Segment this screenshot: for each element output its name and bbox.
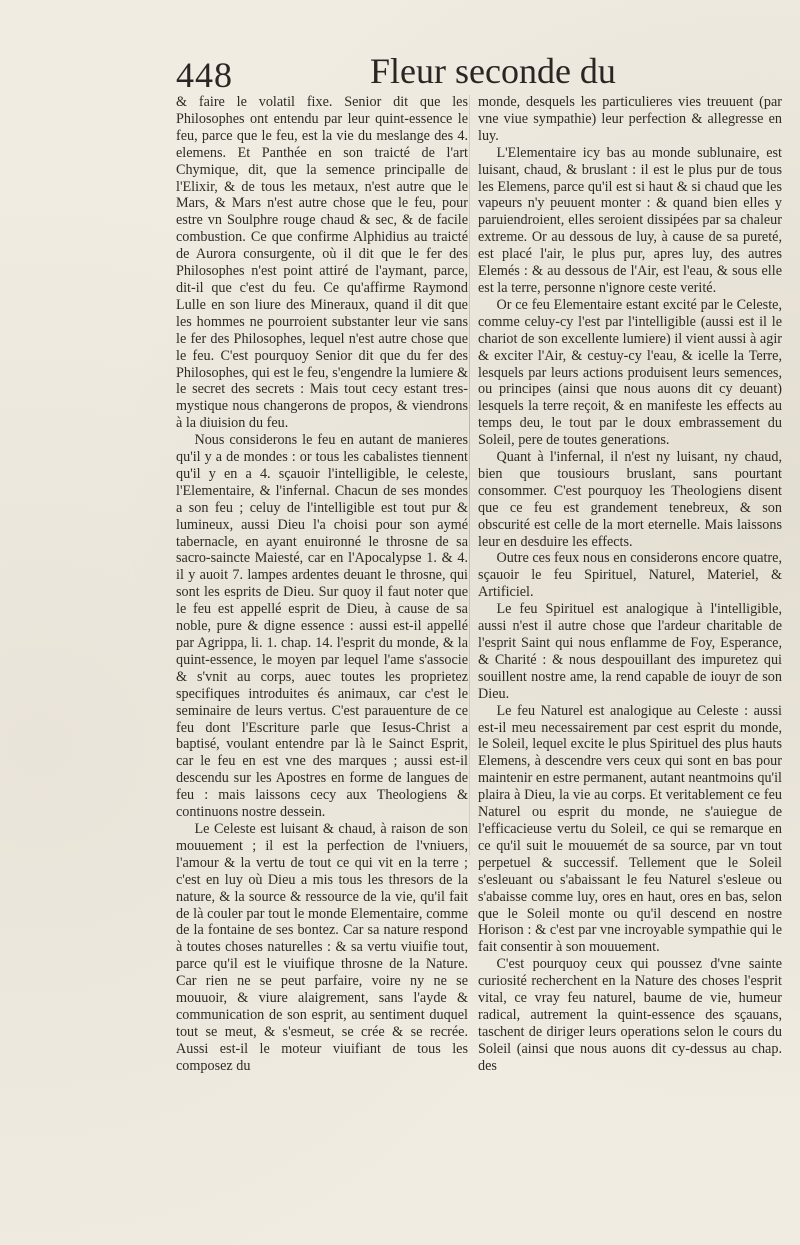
- paragraph: Le feu Spirituel est analogique à l'intelligible, aussi n'est il autre chose que l'ardeur charitable de l'esprit Saint qui nous enflamme de Foy, Esperance, & Charité : & nous despouillant des impuretez qui souillent nostre ame, la rend capable de iouyr de son Dieu.: [478, 601, 782, 702]
- paragraph: L'Elementaire icy bas au monde sublunaire, est luisant, chaud, & bruslant : il est le plus pur de tous les Elemens, parce qu'il est si haut & si chaud que les vapeurs n'y peuuent monter : & quand bien elles y paruiendroient, elles seroient dissipées par sa chaleur extreme. Or au dessous de luy, à cause de sa pureté, est placé l'air, le plus pur, apres luy, des autres Elemés : & au dessous de l'Air, est l'eau, & sous elle est la terre, personne n'ignore ceste verité.: [478, 144, 782, 296]
- paragraph: & faire le volatil fixe. Senior dit que les Philosophes ont entendu par leur quint-essence le feu, parce que le feu, est la vie du meslange des 4. elemens. Et Panthée en son traicté de l'art Chymique, dit, que la semence principalle de l'Elixir, & de tous les metaux, n'est autre que le Mars, & Mars n'est autre chose que le feu, pour estre vn Soulphre rouge chaud & sec, & de facile combustion. Ce que confirme Alphidius au traicté de Aurora consurgente, où il dit que le fer des Philosophes n'est point attiré de l'aymant, parce, dit-il que c'est du feu. Ce qu'affirme Raymond Lulle en son liure des Mineraux, quand il dit que les hommes ne pourroient substanter leur vie sans le fer des Philosophes, lequel n'est autre chose que le feu. C'est pourquoy Senior dit que du fer des Philosophes, qui est le feu, s'engendre la lumiere & le secret des secrets : Mais tout cecy estant tres-mystique nous changerons de propos, & viendrons à la diuision du feu.: [176, 94, 468, 432]
- paragraph: Nous considerons le feu en autant de manieres qu'il y a de mondes : or tous les cabalistes tiennent qu'il y en a 4. sçauoir l'intelligible, le celeste, l'Elementaire, & l'infernal. Chacun de ses mondes a son feu ; celuy de l'intelligible est tout pur & lumineux, aussi Dieu l'a choisi pour son aymé tabernacle, en ayant enuironné le throsne de sa sacro-saincte Maiesté, car en l'Apocalypse 1. & 4. il y auoit 7. lampes ardentes deuant le throsne, qui sont les esprits de Dieu. Sur quoy il faut noter que le feu est appellé esprit de Dieu, à cause de sa noble, pure & digne essence : aussi est-il appellé par Agrippa, li. 1. chap. 14. l'esprit du monde, & la quint-essence, le moyen par lequel l'ame s'associe & s'vnit au corps, auec toutes les proprietez specifiques introduites és animaux, car c'est le seminaire de leurs vertus. C'est parauenture de ce feu dont l'Escriture parle que Iesus-Christ a baptisé, voulant entendre par là le Sainct Esprit, car le feu en est vne des marques ; aussi est-il descendu sur les Apostres en forme de langues de feu : mais laissons cecy aux Theologiens & continuons nostre dessein.: [176, 432, 468, 821]
- left-text-column: [176, 94, 468, 1075]
- paragraph: Le feu Naturel est analogique au Celeste : aussi est-il meu necessairement par cest esprit du monde, le Soleil, lequel excite le plus Spirituel des plus hauts Elemens, à descendre vers ceux qui sont en bas pour maintenir en estre permanent, autant neantmoins qu'il plaira à Dieu, la vie au corps. Et veritablement ce feu Naturel ou esprit du monde, ne s'auiegue de l'efficacieuse vertu du Soleil, ce qui se remarque en ce qu'il suit le mouuemét de sa source, par vn tout perpetuel & successif. Tellement que le Soleil s'esleuant ou s'abaissant le feu Naturel s'esleue ou s'abaisse comme luy, ores en haut, ores en bas, selon que le Soleil monte ou qu'il descend en nostre Horison : & c'est par vne incroyable sympathie qui le fait consentir à son mouuement.: [478, 702, 782, 956]
- paragraph: Quant à l'infernal, il n'est ny luisant, ny chaud, bien que tousiours bruslant, sans pourtant consommer. C'est pourquoy les Theologiens disent que ce feu est grandement tenebreux, & son obscurité est celle de la mort eternelle. Mais laissons leur en desduire les effects.: [478, 449, 782, 550]
- page-number: 448: [176, 55, 233, 95]
- paragraph: Le Celeste est luisant & chaud, à raison de son mouuement ; il est la perfection de l'vniuers, l'amour & la vertu de tout ce qui vit en la terre ; c'est en luy où Dieu a mis tous les thresors de la nature, & la source & ressource de la vie, qu'il fait de là couler par tout le monde Elementaire, comme de la fontaine de ses bontez. Car sa nature respond à toutes choses naturelles : & sa vertu viuifie tout, parce qu'il est le viuifique throsne de la Nature. Car rien ne se peut parfaire, voire ny ne se mouuoir, & viure alaigrement, sans l'ayde & communication de son esprit, au sentiment duquel tout se meut, & s'esmeut, se crée & se recrée. Aussi est-il le moteur viuifiant de tous les composez du: [176, 820, 468, 1074]
- paragraph: Or ce feu Elementaire estant excité par le Celeste, comme celuy-cy l'est par l'intelligible (aussi est il le chariot de son excellente lumiere) il vient aussi à agir & exciter l'Air, & cestuy-cy l'eau, & icelle la Terre, lesquels par leurs actions produisent leurs semences, ou principes (ainsi que nous auons dit cy deuant) lesquels la terre reçoit, & en manifeste les effects au temps deu, le tout par le doux embrassement du Soleil, pere de toutes generations.: [478, 296, 782, 449]
- column-gutter: [469, 95, 470, 855]
- paragraph: C'est pourquoy ceux qui poussez d'vne sainte curiosité recherchent en la Nature des choses l'esprit vital, ce vray feu naturel, baume de vie, humeur radical, autrement la quint-essence des sçauans, taschent de diriger leurs operations selon le cours du Soleil (ainsi que nous auons dit cy-dessus au chap. des: [478, 956, 782, 1074]
- page-header: [170, 44, 640, 96]
- paragraph: Outre ces feux nous en considerons encore quatre, sçauoir le feu Spirituel, Naturel, Materiel, & Artificiel.: [478, 550, 782, 601]
- paragraph: monde, desquels les particulieres vies treuuent (par vne viue sympathie) leur perfection & allegresse en luy.: [478, 94, 782, 144]
- running-title: Fleur seconde du: [370, 51, 616, 91]
- right-text-column: [478, 94, 782, 1075]
